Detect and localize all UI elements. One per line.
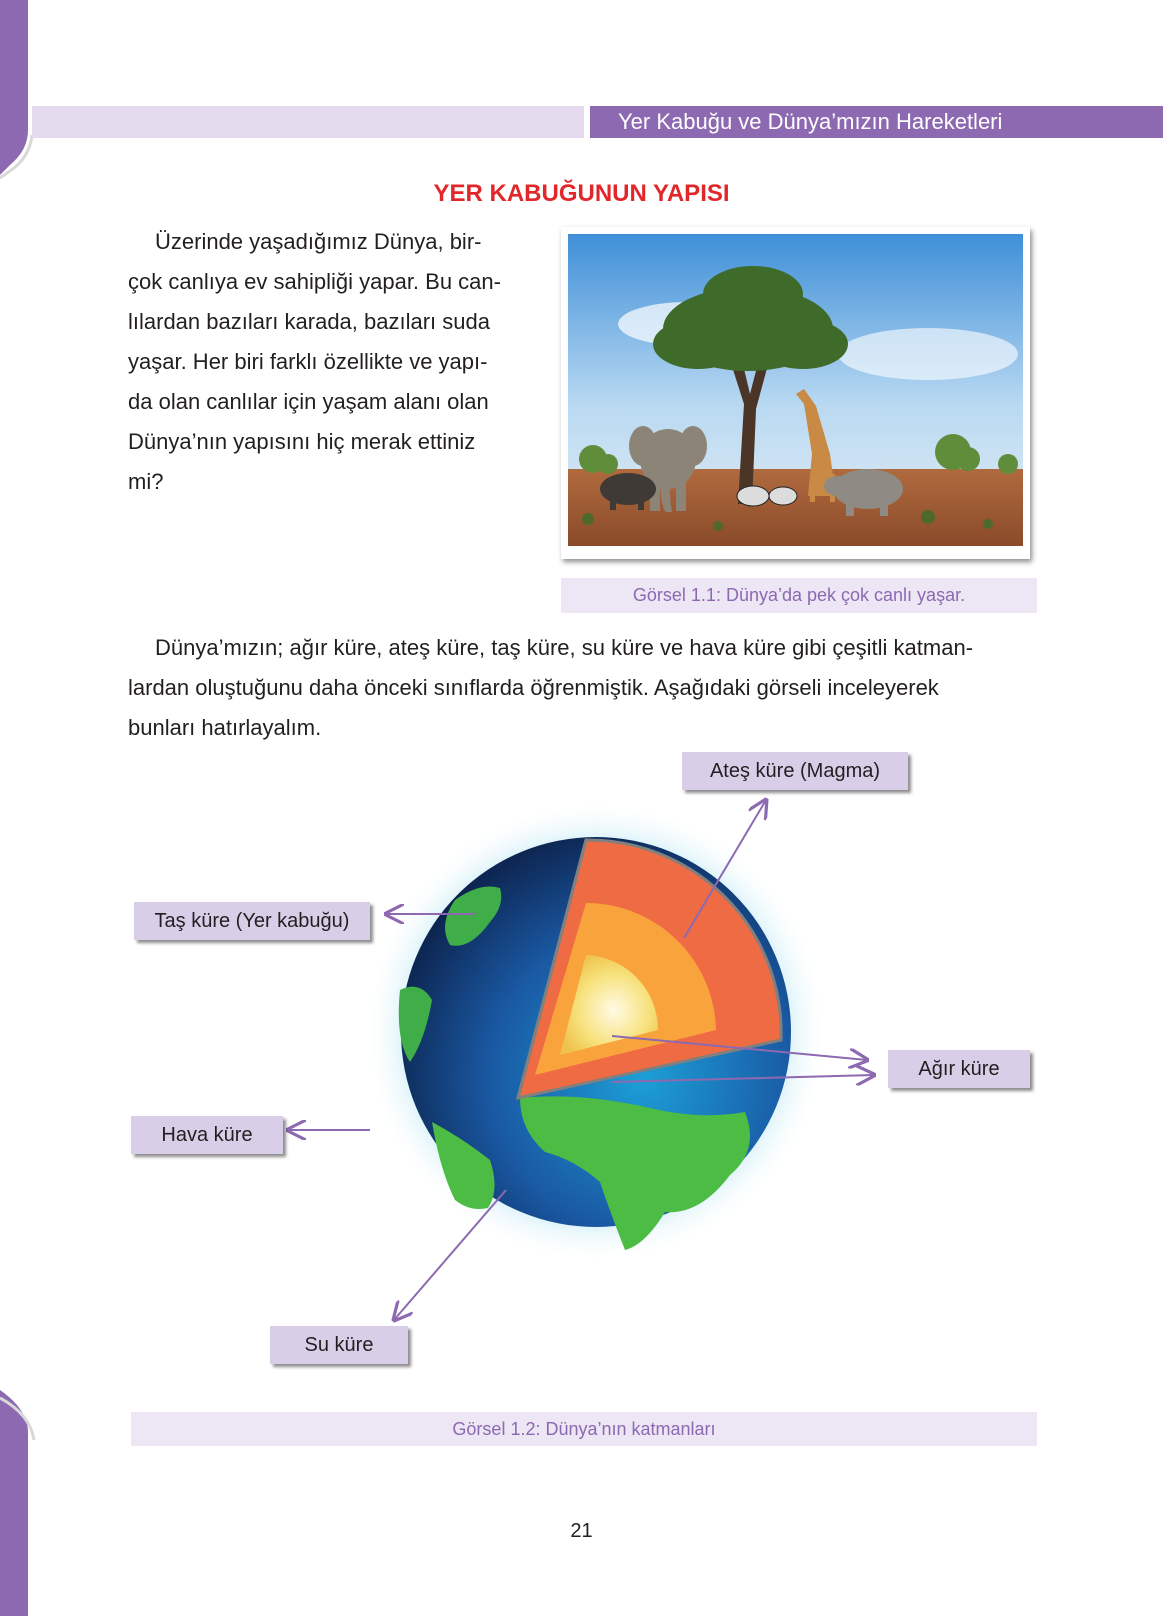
page-number: 21: [570, 1520, 593, 1542]
body-line: lardan oluştuğunu daha önceki sınıflarda öğrenmiştik. Aşağıdaki görseli inceleyerek: [128, 675, 939, 700]
body-line: Dünya’mızın; ağır küre, ateş küre, taş küre, su küre ve hava küre gibi çeşitli katman-: [155, 635, 974, 660]
section-title: YER KABUĞUNUN YAPISI: [433, 180, 730, 207]
label-ates-kure: Ateş küre (Magma): [682, 752, 908, 790]
label-tas-kure: Taş küre (Yer kabuğu): [134, 902, 370, 940]
intro-line: Üzerinde yaşadığımız Dünya, bir-: [155, 229, 482, 254]
figure-1-caption: Görsel 1.1: Dünya’da pek çok canlı yaşar.: [561, 578, 1037, 613]
intro-line: lılardan bazıları karada, bazıları suda: [128, 309, 490, 334]
intro-line: Dünya’nın yapısını hiç merak ettiniz: [128, 429, 476, 454]
label-su-kure: Su küre: [270, 1326, 408, 1364]
label-hava-kure: Hava küre: [131, 1116, 283, 1154]
figure-2-caption: Görsel 1.2: Dünya’nın katmanları: [131, 1412, 1037, 1446]
label-agir-kure: Ağır küre: [888, 1050, 1030, 1088]
intro-line: mi?: [128, 469, 164, 494]
intro-line: yaşar. Her biri farklı özellikte ve yapı-: [128, 349, 488, 374]
intro-line: da olan canlılar için yaşam alanı olan: [128, 389, 489, 414]
intro-line: çok canlıya ev sahipliği yapar. Bu can-: [128, 269, 501, 294]
body-line: bunları hatırlayalım.: [128, 715, 322, 740]
chapter-title: Yer Kabuğu ve Dünya’mızın Hareketleri: [590, 106, 1163, 138]
